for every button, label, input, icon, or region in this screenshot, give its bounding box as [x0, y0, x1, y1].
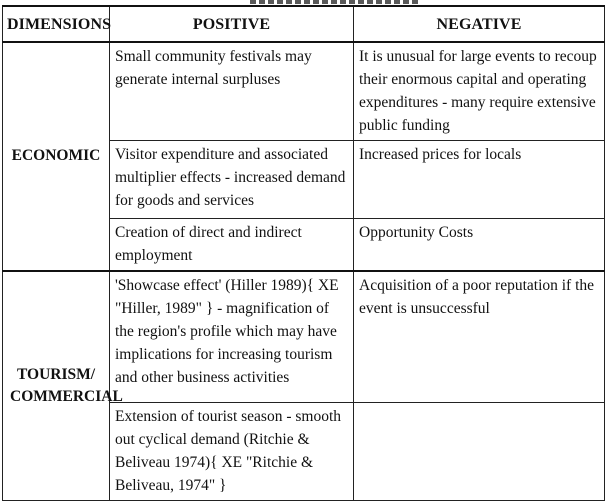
negative-text: Opportunity Costs: [359, 224, 474, 241]
positive-cell: [110, 141, 354, 219]
table-header-row: [3, 6, 605, 42]
negative-text: Acquisition of a poor reputation if the event is unsuccessful: [359, 277, 595, 317]
table-row: [3, 42, 605, 141]
positive-text: Extension of tourist season - smooth out cyclical demand (Ritchie & Beliveau 1974){ XE "Ritchie & Beliveau, 1974" }: [115, 408, 342, 494]
header-negative: NEGATIVE: [354, 6, 605, 42]
positive-cell: [110, 403, 354, 501]
negative-cell: [354, 42, 605, 141]
cropped-text-fragment: [250, 0, 420, 4]
positive-text: Creation of direct and indirect employment: [115, 224, 302, 264]
event-impacts-table: [2, 5, 605, 501]
positive-text: 'Showcase effect' (Hiller 1989){ XE "Hiller, 1989" } - magnification of the region's profile which may have implications for increasing tourism and other business activities: [115, 277, 339, 386]
header-dimensions: DIMENSIONS: [3, 6, 110, 42]
negative-cell: [354, 403, 605, 501]
positive-cell: [110, 219, 354, 272]
dimension-label: TOURISM/ COMMERCIAL: [10, 365, 123, 405]
header-positive: POSITIVE: [110, 6, 354, 42]
table-row: [3, 271, 605, 403]
negative-text: Increased prices for locals: [359, 146, 522, 163]
negative-text: It is unusual for large events to recoup their enormous capital and operating expenditures - many require extensive public funding: [359, 48, 597, 134]
negative-cell: [354, 141, 605, 219]
positive-text: Visitor expenditure and associated multiplier effects - increased demand for goods and services: [115, 146, 346, 209]
positive-cell: [110, 42, 354, 141]
dimension-economic: ECONOMIC: [3, 42, 110, 271]
positive-cell: [110, 271, 354, 403]
negative-cell: [354, 271, 605, 403]
negative-cell: [354, 219, 605, 272]
positive-text: Small community festivals may generate internal surpluses: [115, 48, 312, 88]
dimension-tourism-commercial: [3, 271, 123, 501]
